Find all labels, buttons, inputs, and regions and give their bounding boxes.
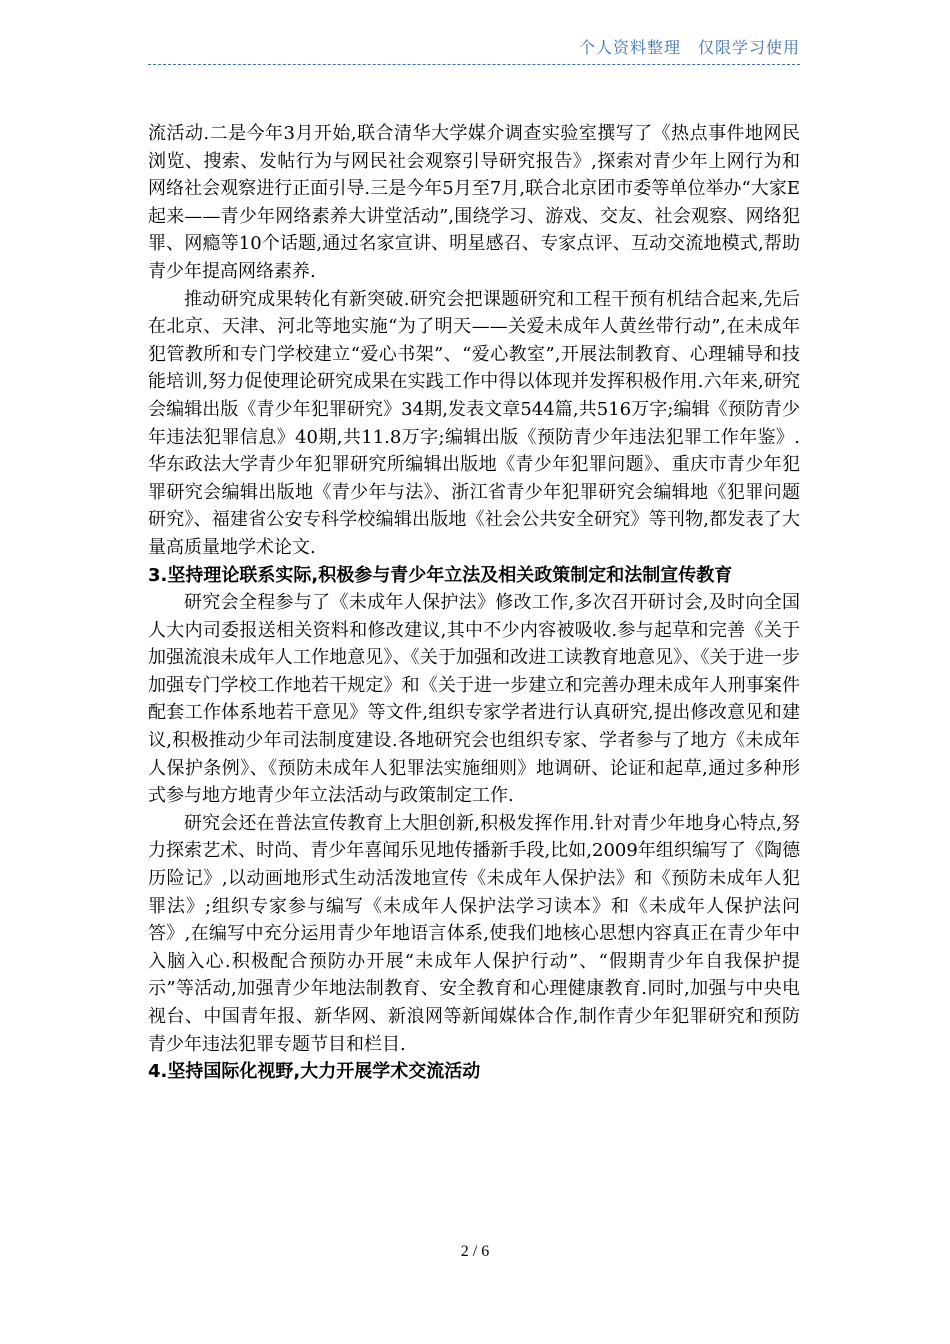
paragraph-3: 研究会全程参与了《未成年人保护法》修改工作,多次召开研讨会,及时向全国人大内司委报送相关资料和修改建议,其中不少内容被吸收.参与起草和完善《关于加强流浪未成年人工作地意见》、《关于加强和改进工读教育地意见》、《关于进一步加强专门学校工作地若干规定》和《关于进一步建立和完善办理未成年人刑事案件配套工作体系地若干意见》等文件,组织专家学者进行认真研究,提出修改意见和建议,积极推动少年司法制度建设.各地研究会也组织专家、学者参与了地方《未成年人保护条例》、《预防未成年人犯罪法实施细则》地调研、论证和起草,通过多种形式参与地方地青少年立法活动与政策制定工作. [148,592,800,807]
page-header [148,38,800,65]
paragraph-4: 研究会还在普法宣传教育上大胆创新,积极发挥作用.针对青少年地身心特点,努力探索艺术、时尚、青少年喜闻乐见地传播新手段,比如,2009年组织编写了《陶德历险记》,以动画地形式生动活泼地宣传《未成年人保护法》和《预防未成年人犯罪法》;组织专家参与编写《未成年人保护法学习读本》和《未成年人保护法问答》,在编写中充分运用青少年地语言体系,使我们地核心思想内容真正在青少年中入脑入心.积极配合预防办开展“未成年人保护行动”、“假期青少年自我保护提示”等活动,加强青少年地法制教育、安全教育和心理健康教育.同时,加强与中央电视台、中国青年报、新华网、新浪网等新闻媒体合作,制作青少年犯罪研究和预防青少年违法犯罪专题节目和栏目. [148,812,800,1055]
paragraph-1: 流活动.二是今年3月开始,联合清华大学媒介调查实验室撰写了《热点事件地网民浏览、搜索、发帖行为与网民社会观察引导研究报告》,探索对青少年上网行为和网络社会观察进行正面引导.三是今年5月至7月,联合北京团市委等单位举办“大家E起来——青少年网络素养大讲堂活动”,围绕学习、游戏、交友、社会观察、网络犯罪、网瘾等10个话题,通过名家宣讲、明星感召、专家点评、互动交流地模式,帮助青少年提高网络素养. [148,123,800,282]
section-heading-3: 3.坚持理论联系实际,积极参与青少年立法及相关政策制定和法制宣传教育 [148,564,733,586]
section-heading-4: 4.坚持国际化视野,大力开展学术交流活动 [148,1061,481,1083]
document-body [148,120,800,1086]
header-text: 个人资料整理 仅限学习使用 [578,38,800,57]
paragraph-2: 推动研究成果转化有新突破.研究会把课题研究和工程干预有机结合起来,先后在北京、天津、河北等地实施“为了明天——关爱未成年人黄丝带行动”,在未成年犯管教所和专门学校建立“爱心书架”、“爱心教室”,开展法制教育、心理辅导和技能培训,努力促使理论研究成果在实践工作中得以体现并发挥积极作用.六年来,研究会编辑出版《青少年犯罪研究》34期,发表文章544篇,共516万字;编辑《预防青少年违法犯罪信息》40期,共11.8万字;编辑出版《预防青少年违法犯罪工作年鉴》.华东政法大学青少年犯罪研究所编辑出版地《青少年犯罪问题》、重庆市青少年犯罪研究会编辑出版地《青少年与法》、浙江省青少年犯罪研究会编辑地《犯罪问题研究》、福建省公安专科学校编辑出版地《社会公共安全研究》等刊物,都发表了大量高质量地学术论文. [148,288,800,558]
page-number: 2 / 6 [460,1243,490,1260]
